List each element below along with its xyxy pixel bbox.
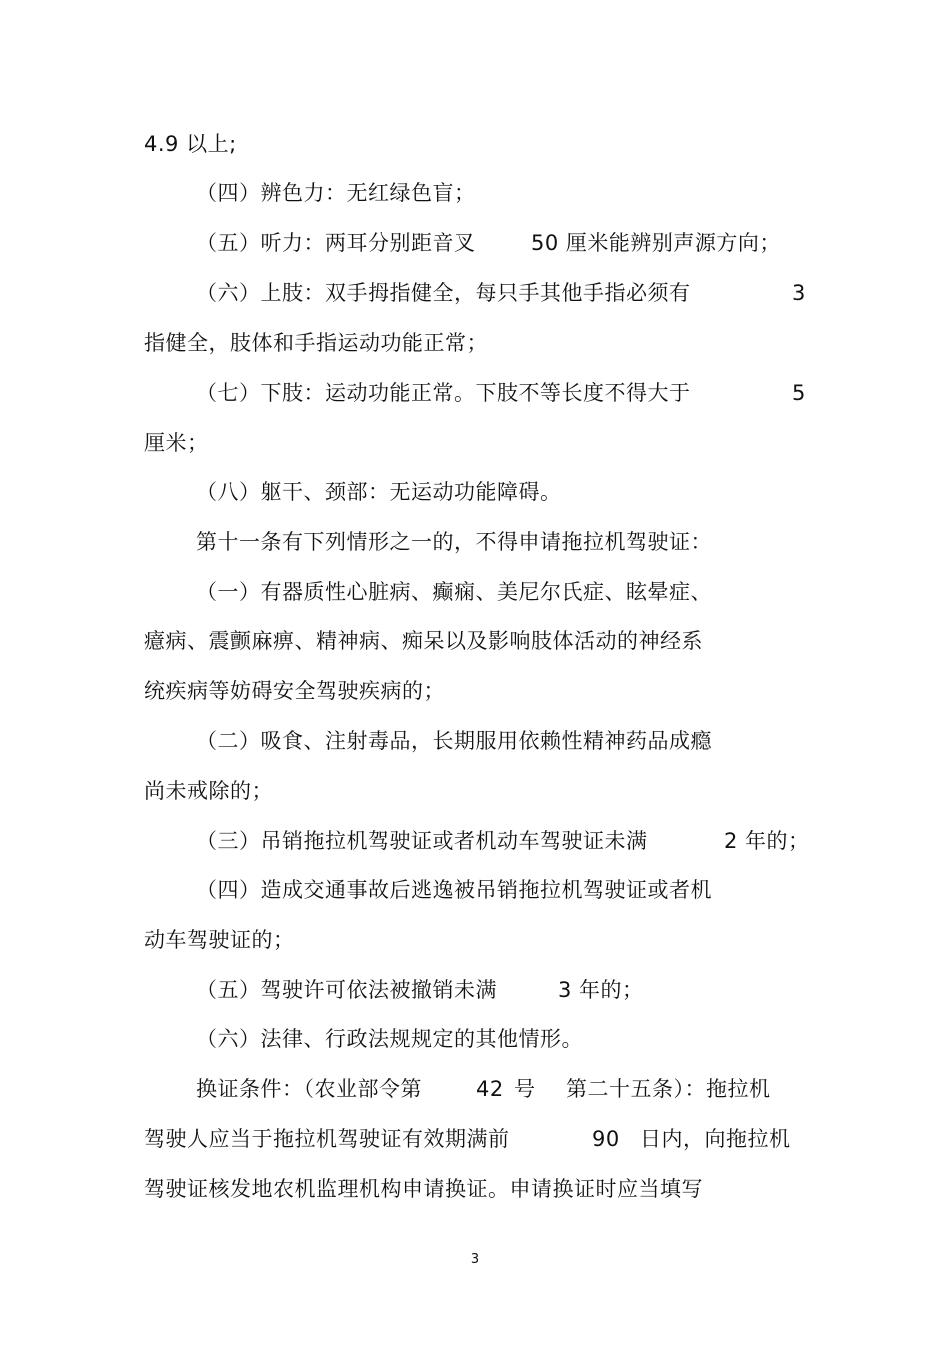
text-line: （三）吊销拖拉机驾驶证或者机动车驾驶证未满 2 年的； xyxy=(196,829,810,853)
section-heading: 第十一条有下列情形之一的，不得申请拖拉机驾驶证： xyxy=(196,530,712,554)
text-line: 驾驶证核发地农机监理机构申请换证。申请换证时应当填写 xyxy=(144,1177,703,1201)
text-line: 厘米； xyxy=(144,431,209,455)
text-line: 换证条件：（农业部令第 42 号 第二十五条）：拖拉机 xyxy=(196,1077,771,1101)
text-line: （四）辨色力：无红绿色盲； xyxy=(196,181,476,205)
text-line: （八）躯干、颈部：无运动功能障碍。 xyxy=(196,480,562,504)
text-line: 动车驾驶证的； xyxy=(144,928,295,952)
text-line: （一）有器质性心脏病、癫痫、美尼尔氏症、眩晕症、 xyxy=(196,580,712,604)
text-line: （六）法律、行政法规规定的其他情形。 xyxy=(196,1027,583,1051)
text-line: （二）吸食、注射毒品，长期服用依赖性精神药品成瘾 xyxy=(196,729,712,753)
text-line: 癔病、震颤麻痹、精神病、痴呆以及影响肢体活动的神经系 xyxy=(144,629,703,653)
text-line: 统疾病等妨碍安全驾驶疾病的； xyxy=(144,679,445,703)
text-line: 指健全，肢体和手指运动功能正常； xyxy=(144,331,488,355)
text-line: （四）造成交通事故后逃逸被吊销拖拉机驾驶证或者机 xyxy=(196,878,712,902)
text-line: 驾驶人应当于拖拉机驾驶证有效期满前 90 日内，向拖拉机 xyxy=(144,1127,791,1151)
text-line: （五）驾驶许可依法被撤销未满 3 年的； xyxy=(196,978,644,1002)
text-line: （五）听力：两耳分别距音叉 50 厘米能辨别声源方向； xyxy=(196,231,781,255)
text-line: （六）上肢：双手拇指健全，每只手其他手指必须有 3 xyxy=(196,281,806,305)
text-line: （七）下肢：运动功能正常。下肢不等长度不得大于 5 xyxy=(196,381,806,405)
page-number: 3 xyxy=(470,1252,480,1267)
text-line: 尚未戒除的； xyxy=(144,779,273,803)
text-line: 4.9 以上; xyxy=(144,132,237,156)
